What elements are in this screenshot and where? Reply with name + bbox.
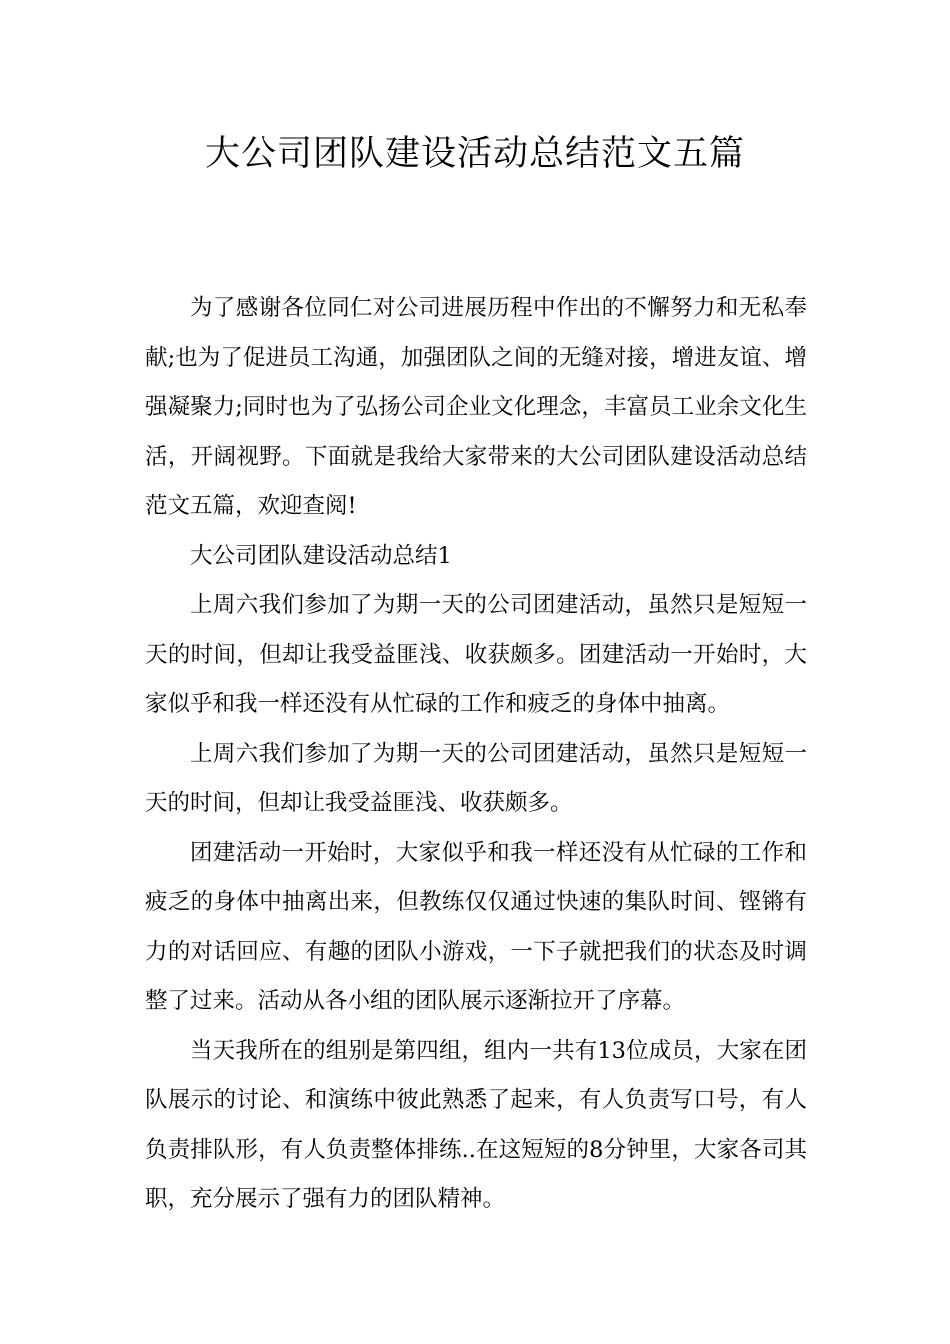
document-body [145,284,807,1225]
body-paragraph: 上周六我们参加了为期一天的公司团建活动，虽然只是短短一天的时间，但却让我受益匪浅、收获颇多。团建活动一开始时，大家似乎和我一样还没有从忙碌的工作和疲乏的身体中抽离。 [145,592,807,717]
body-paragraph: 团建活动一开始时，大家似乎和我一样还没有从忙碌的工作和疲乏的身体中抽离出来，但教练仅仅通过快速的集队时间、铿锵有力的对话回应、有趣的团队小游戏，一下子就把我们的状态及时调整了过来。活动从各小组的团队展示逐渐拉开了序幕。 [145,839,807,1014]
body-paragraph: 上周六我们参加了为期一天的公司团建活动，虽然只是短短一天的时间，但却让我受益匪浅、收获颇多。 [145,740,807,816]
section-heading: 大公司团队建设活动总结1 [190,542,452,569]
document-title: 大公司团队建设活动总结范文五篇 [204,134,745,174]
intro-paragraph: 为了感谢各位同仁对公司进展历程中作出的不懈努力和无私奉献;也为了促进员工沟通，加强团队之间的无缝对接，增进友谊、增强凝聚力;同时也为了弘扬公司企业文化理念，丰富员工业余文化生活，开阔视野。下面就是我给大家带来的大公司团队建设活动总结范文五篇，欢迎查阅! [145,295,807,519]
body-paragraph: 当天我所在的组别是第四组，组内一共有13位成员，大家在团队展示的讨论、和演练中彼此熟悉了起来，有人负责写口号，有人负责排队形，有人负责整体排练..在这短短的8分钟里，大家各司其职，充分展示了强有力的团队精神。 [145,1037,807,1212]
